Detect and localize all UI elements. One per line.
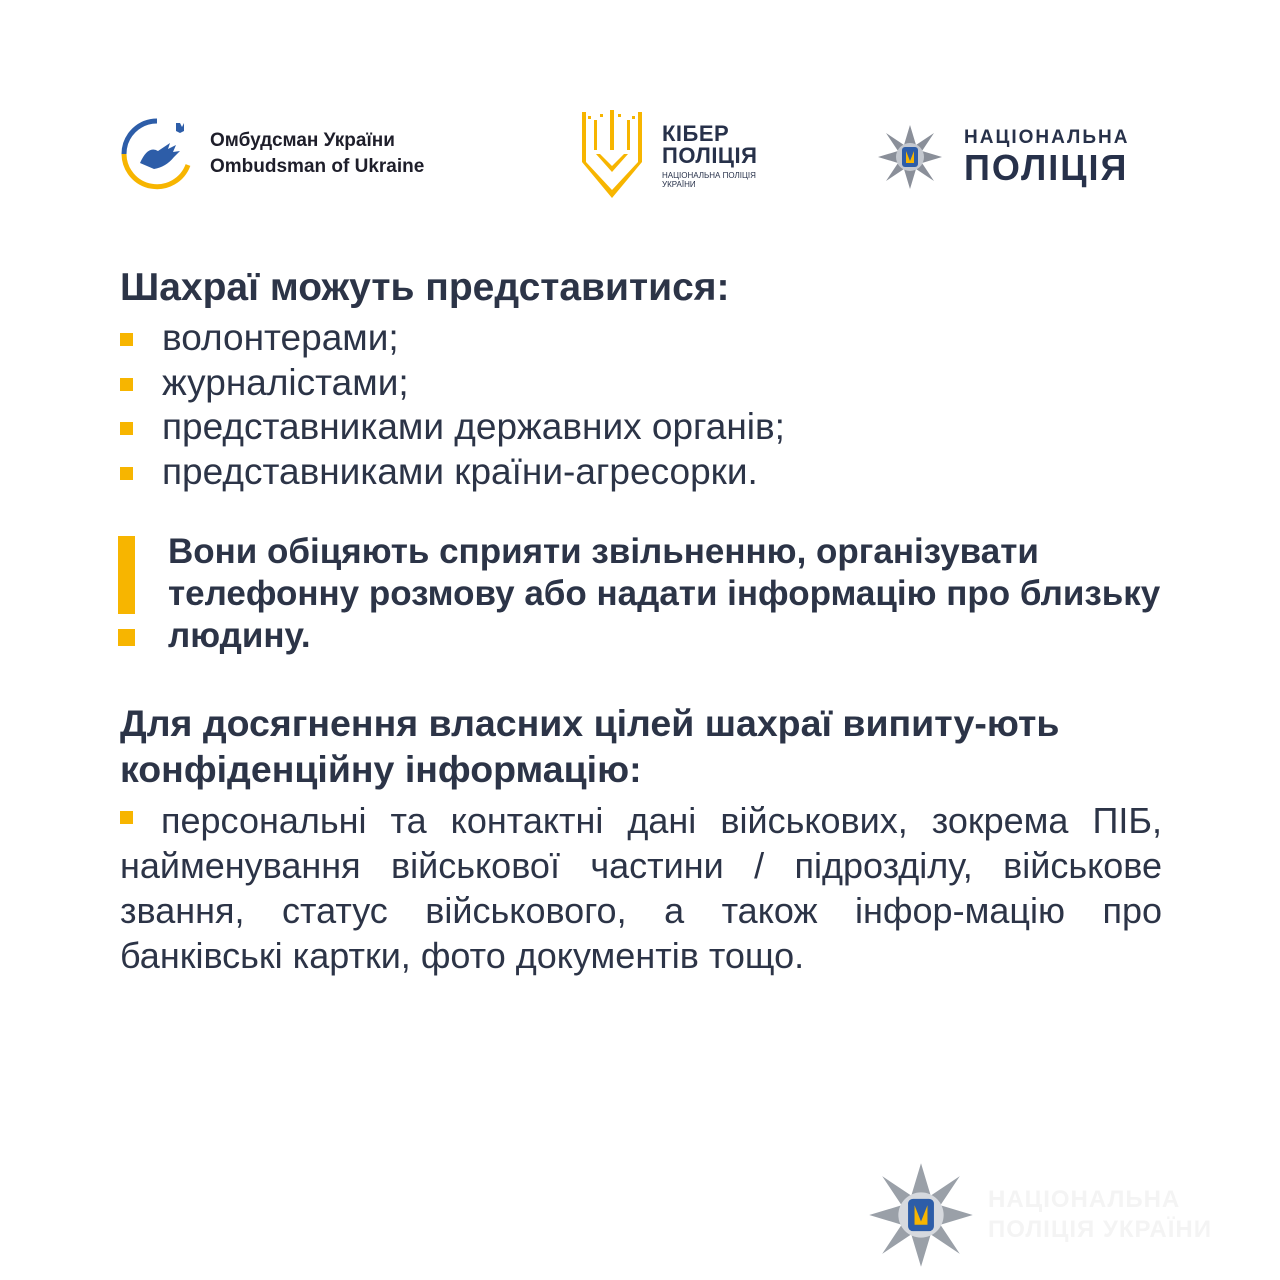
cyber-title-1: КІБЕР [662,121,730,146]
section2-paragraph-text: персональні та контактні дані військових, зокрема ПІБ, найменування військової частини / підрозділу, військове звання, статус військового, а також інфор-мацію про банківські картки, фото документів тощо. [120,800,1162,976]
bullet-square [120,811,133,824]
police-star-icon [876,123,944,191]
list-item [120,361,785,406]
list-item [120,450,785,495]
warning-text: Вони обіцяють сприяти звільненню, організувати телефонну розмову або надати інформацію про близьку людину. [168,532,1161,655]
list-item-text: представниками державних органів; [162,406,785,447]
list-item [120,405,785,450]
ombudsman-name-en: Ombudsman of Ukraine [210,156,425,177]
footer-line-2: ПОЛІЦІЯ УКРАЇНИ [988,1216,1212,1243]
impersonation-list [120,316,785,494]
trident-icon [576,110,648,202]
national-police-title-2: ПОЛІЦІЯ [964,147,1129,188]
national-police-logo [876,123,1129,191]
ombudsman-logo [118,115,424,193]
national-police-title-1: НАЦІОНАЛЬНА [964,127,1130,148]
bullet-square [120,378,133,391]
list-item [120,316,785,361]
cyber-sub-1: НАЦІОНАЛЬНА ПОЛІЦІЯ [662,171,756,180]
ombudsman-emblem-icon [118,115,196,193]
list-item-text: волонтерами; [162,317,399,358]
section2-paragraph [120,798,1162,978]
bullet-square [120,333,133,346]
section2-heading: Для досягнення власних цілей шахраї випиту-ють конфіденційну інформацію: [120,702,1060,790]
cyber-sub-2: УКРАЇНИ [662,180,696,189]
ombudsman-name-ua: Омбудсман України [210,130,395,151]
police-star-icon [866,1160,976,1270]
cyber-title-2: ПОЛІЦІЯ [662,143,758,168]
footer-line-1: НАЦІОНАЛЬНА [988,1186,1181,1213]
logo-row [0,105,1280,215]
exclamation-icon [118,536,135,614]
cyber-police-logo [576,110,757,202]
bullet-square [120,467,133,480]
list-item-text: журналістами; [162,361,409,403]
section1-heading: Шахраї можуть представитися: [120,266,730,309]
list-item-text: представниками країни-агресорки. [162,450,758,492]
bullet-square [120,422,133,435]
exclamation-dot [118,629,135,646]
footer-watermark [866,1160,1212,1270]
